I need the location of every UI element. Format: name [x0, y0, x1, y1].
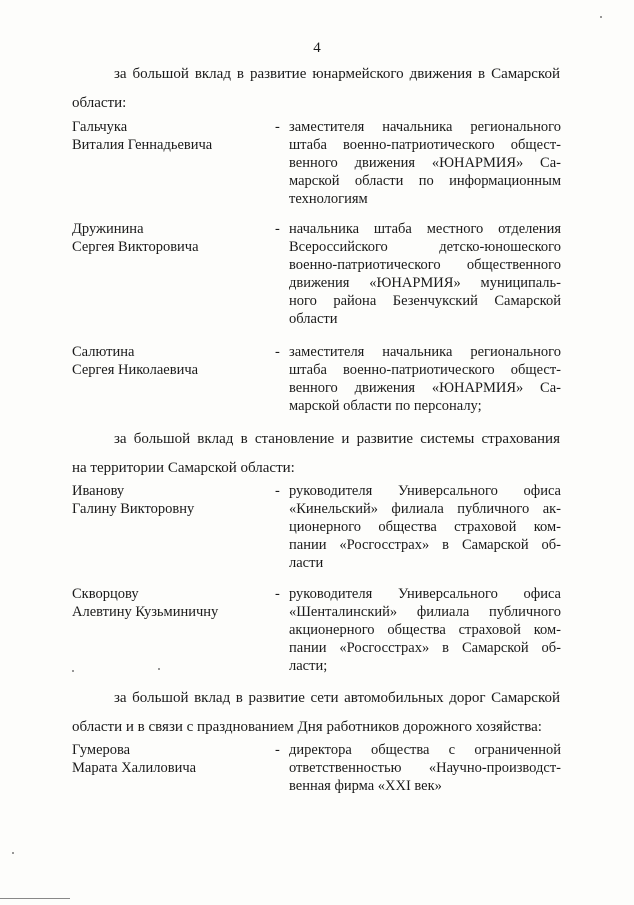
section-heading-line: за большой вклад в становление и развитие системы страхования — [114, 431, 560, 447]
given-names: Виталия Геннадьевича — [72, 137, 213, 153]
description-line: военно-патриотического общественного — [289, 257, 561, 273]
dash: - — [275, 344, 280, 360]
description-line: руководителя Универсального офиса — [289, 586, 561, 602]
surname: Иванову — [72, 483, 125, 499]
surname: Гумерова — [72, 742, 131, 758]
description-line: области — [289, 311, 338, 327]
description-line: венного движения «ЮНАРМИЯ» Са- — [289, 155, 561, 171]
position-description — [289, 482, 561, 572]
dash: - — [275, 119, 280, 135]
description-line: движения «ЮНАРМИЯ» муниципаль- — [289, 275, 561, 291]
given-names: Марата Халиловича — [72, 760, 197, 776]
position-description — [289, 585, 561, 675]
person-name — [72, 741, 262, 777]
dash: - — [275, 221, 280, 237]
position-description — [289, 343, 561, 415]
person-name — [72, 220, 262, 256]
description-line: заместителя начальника регионального — [289, 119, 561, 135]
description-line: «Кинельский» филиала публичного ак- — [289, 501, 561, 517]
description-line: ласти; — [289, 658, 328, 674]
given-names: Сергея Николаевича — [72, 362, 199, 378]
description-line: ответственностью «Научно-производст- — [289, 760, 561, 776]
description-line: технологиям — [289, 191, 368, 207]
position-description — [289, 118, 561, 208]
dash: - — [275, 742, 280, 758]
description-line: директора общества с ограниченной — [289, 742, 561, 758]
person-name — [72, 343, 262, 379]
description-line: «Шенталинский» филиала публичного — [289, 604, 561, 620]
person-name — [72, 118, 262, 154]
description-line: венная фирма «XXI век» — [289, 778, 442, 794]
scan-speck — [12, 852, 14, 854]
description-line: пании «Росгосстрах» в Самарской об- — [289, 640, 561, 656]
description-line: марской области по персоналу; — [289, 398, 482, 414]
scan-speck — [600, 16, 602, 18]
section-heading-line: области: — [72, 95, 127, 111]
section-heading-line: за большой вклад в развитие сети автомобильных дорог Самарской — [114, 690, 560, 706]
surname: Салютина — [72, 344, 135, 360]
description-line: венного движения «ЮНАРМИЯ» Са- — [289, 380, 561, 396]
scan-speck — [158, 668, 160, 670]
position-description — [289, 220, 561, 328]
description-line: штаба военно-патриотического общест- — [289, 362, 561, 378]
description-line: начальника штаба местного отделения — [289, 221, 561, 237]
section-heading-line: на территории Самарской области: — [72, 460, 295, 476]
dash: - — [275, 483, 280, 499]
section-heading — [72, 684, 560, 742]
description-line: штаба военно-патриотического общест- — [289, 137, 561, 153]
surname: Гальчука — [72, 119, 128, 135]
description-line: акционерного общества страховой ком- — [289, 622, 561, 638]
description-line: руководителя Универсального офиса — [289, 483, 561, 499]
person-name — [72, 482, 262, 518]
surname: Скворцову — [72, 586, 139, 602]
description-line: ционерного общества страховой ком- — [289, 519, 561, 535]
description-line: ласти — [289, 555, 324, 571]
given-names: Галину Викторовну — [72, 501, 195, 517]
section-heading — [72, 425, 560, 483]
description-line: заместителя начальника регионального — [289, 344, 561, 360]
surname: Дружинина — [72, 221, 144, 237]
section-heading-line: за большой вклад в развитие юнармейского движения в Самарской — [114, 66, 560, 82]
section-heading-line: области и в связи с празднованием Дня работников дорожного хозяйства: — [72, 719, 542, 735]
given-names: Сергея Викторовича — [72, 239, 199, 255]
description-line: пании «Росгосстрах» в Самарской об- — [289, 537, 561, 553]
position-description — [289, 741, 561, 795]
page-number: 4 — [313, 40, 321, 56]
scan-edge-mark — [0, 898, 70, 899]
dash: - — [275, 586, 280, 602]
scan-speck — [72, 670, 74, 672]
person-name — [72, 585, 262, 621]
description-line: марской области по информационным — [289, 173, 561, 189]
given-names: Алевтину Кузьминичну — [72, 604, 219, 620]
section-heading — [72, 60, 560, 118]
description-line: Всероссийского детско-юношеского — [289, 239, 561, 255]
description-line: ного района Безенчукский Самарской — [289, 293, 561, 309]
